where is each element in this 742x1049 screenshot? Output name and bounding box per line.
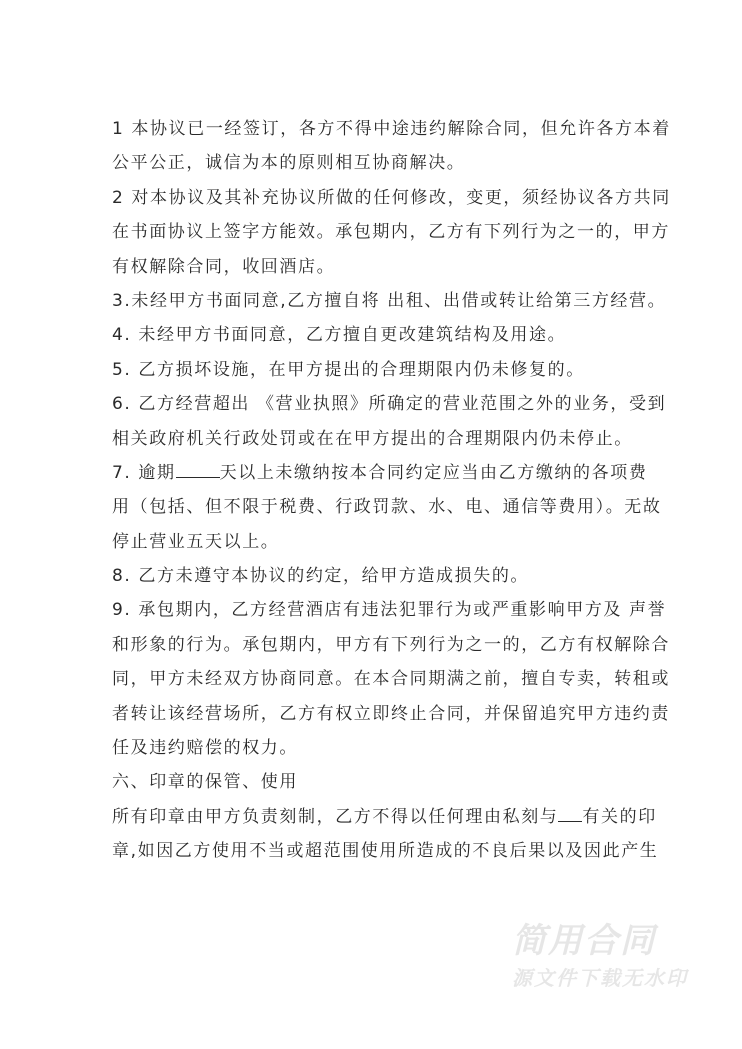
- clause-5-line-1: 5. 乙方损坏设施，在甲方提出的合理期限内仍未修复的。: [112, 359, 585, 380]
- watermark-tagline: 源文件下载无水印: [512, 966, 688, 990]
- clause-7-prefix: 7. 逾期: [112, 462, 176, 483]
- watermark-brand: 简用合同: [512, 921, 656, 961]
- fill-in-blank-party: [558, 803, 582, 822]
- clause-6-line-2: 相关政府机关行政处罚或在在甲方提出的合理期限内仍未停止。: [112, 428, 633, 449]
- clause-7-line-1: [112, 456, 648, 490]
- clause-9-line-3: 同，甲方未经双方协商同意。在本合同期满之前，擅自专卖，转租或: [112, 669, 670, 690]
- watermark: [512, 921, 712, 993]
- fill-in-blank-days: [176, 459, 220, 478]
- document-body: [112, 112, 671, 869]
- clause-7-suffix: 天以上未缴纳按本合同约定应当由乙方缴纳的各项费: [219, 462, 648, 483]
- clause-3-line-1: 3.未经甲方书面同意,乙方擅自将 出租、出借或转让给第三方经营。: [112, 290, 667, 311]
- clause-7-line-2: 用（包括、但不限于税费、行政罚款、水、电、通信等费用）。无故: [112, 497, 662, 518]
- seal-paragraph-line-1: [112, 800, 657, 834]
- clause-9-line-1: 9. 承包期内，乙方经营酒店有违法犯罪行为或严重影响甲方及 声誉: [112, 600, 667, 621]
- clause-2-line-1: 2 对本协议及其补充协议所做的任何修改，变更，须经协议各方共同: [112, 187, 671, 208]
- clause-1-line-2: 公平公正，诚信为本的原则相互协商解决。: [112, 153, 466, 174]
- seal-suffix: 有关的印: [582, 806, 657, 827]
- clause-8-line-1: 8. 乙方未遵守本协议的约定，给甲方造成损失的。: [112, 566, 530, 587]
- seal-paragraph-line-2: 章,如因乙方使用不当或超范围使用所造成的不良后果以及因此产生: [112, 841, 659, 862]
- clause-9-line-5: 任及违约赔偿的权力。: [112, 738, 298, 759]
- clause-7-line-3: 停止营业五天以上。: [112, 531, 280, 552]
- clause-4-line-1: 4. 未经甲方书面同意，乙方擅自更改建筑结构及用途。: [112, 325, 567, 346]
- clause-2-line-3: 有权解除合同，收回酒店。: [112, 256, 336, 277]
- clause-9-line-4: 者转让该经营场所，乙方有权立即终止合同，并保留追究甲方违约责: [112, 703, 670, 724]
- clause-9-line-2: 和形象的行为。承包期内，甲方有下列行为之一的，乙方有权解除合: [112, 634, 670, 655]
- clause-1-line-1: 1 本协议已一经签订，各方不得中途违约解除合同，但允许各方本着: [112, 119, 671, 139]
- clause-2-line-2: 在书面协议上签字方能效。承包期内，乙方有下列行为之一的，甲方: [112, 222, 670, 243]
- section-heading-seals: 六、印章的保管、使用: [112, 772, 298, 793]
- seal-prefix: 所有印章由甲方负责刻制，乙方不得以任何理由私刻与: [112, 806, 559, 827]
- clause-6-line-1: 6. 乙方经营超出 《营业执照》所确定的营业范围之外的业务，受到: [112, 394, 667, 415]
